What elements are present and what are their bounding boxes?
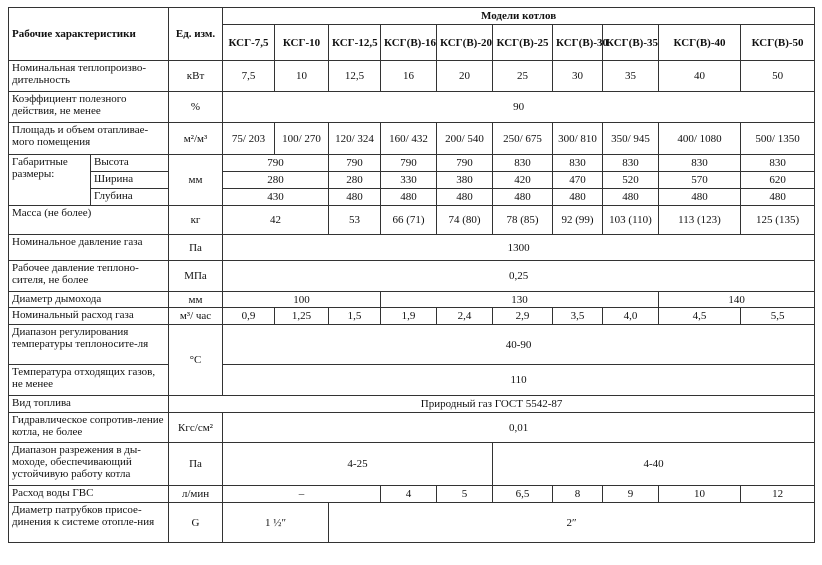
value-cell: 830	[493, 155, 553, 172]
header-models-title: Модели котлов	[223, 8, 815, 25]
value-cell: 25	[493, 61, 553, 92]
value-cell: 480	[603, 189, 659, 206]
value-cell: 0,01	[223, 413, 815, 443]
value-cell: 35	[603, 61, 659, 92]
value-cell: 66 (71)	[381, 206, 437, 235]
value-cell: 1,25	[275, 308, 329, 325]
unit-chimney: мм	[169, 292, 223, 308]
unit-power: кВт	[169, 61, 223, 92]
row-label-coolant-pressure: Рабочее давление теплоно-сителя, не более	[9, 261, 169, 292]
value-cell: 480	[493, 189, 553, 206]
value-cell: 100	[223, 292, 381, 308]
unit-gas-flow: м³/ час	[169, 308, 223, 325]
row-label-fuel: Вид топлива	[9, 396, 169, 413]
value-cell: 380	[437, 172, 493, 189]
row-label-draft: Диапазон разрежения в ды-моходе, обеспечивающий устойчивую работу котла	[9, 443, 169, 486]
row-label-pipes: Диаметр патрубков присое-динения к системе отопле-ния	[9, 503, 169, 543]
header-characteristics: Рабочие характеристики	[9, 8, 169, 61]
value-cell: 40-90	[223, 325, 815, 365]
value-cell: 0,25	[223, 261, 815, 292]
unit-hydraulic: Кгс/см²	[169, 413, 223, 443]
value-cell: 160/ 432	[381, 123, 437, 155]
value-cell: 2″	[329, 503, 815, 543]
value-cell: 10	[275, 61, 329, 92]
dimension-label-depth: Глубина	[91, 189, 169, 206]
unit-gas-pressure: Па	[169, 235, 223, 261]
value-cell: 200/ 540	[437, 123, 493, 155]
value-cell: 130	[381, 292, 659, 308]
value-cell: Природный газ ГОСТ 5542-87	[169, 396, 815, 413]
row-label-gas-pressure: Номинальное давление газа	[9, 235, 169, 261]
row-label-area: Площадь и объем отапливае-мого помещения	[9, 123, 169, 155]
value-cell: 790	[381, 155, 437, 172]
value-cell: 3,5	[553, 308, 603, 325]
row-label-dhw: Расход воды ГВС	[9, 486, 169, 503]
value-cell: 570	[659, 172, 741, 189]
value-cell: 520	[603, 172, 659, 189]
value-cell: 470	[553, 172, 603, 189]
unit-area: м²/м³	[169, 123, 223, 155]
value-cell: 12,5	[329, 61, 381, 92]
value-cell: 113 (123)	[659, 206, 741, 235]
value-cell: 74 (80)	[437, 206, 493, 235]
value-cell: 5,5	[741, 308, 815, 325]
value-cell: 75/ 203	[223, 123, 275, 155]
row-label-power: Номинальная теплопроизво-дительность	[9, 61, 169, 92]
value-cell: 4,0	[603, 308, 659, 325]
value-cell: 30	[553, 61, 603, 92]
value-cell: 5	[437, 486, 493, 503]
value-cell: 250/ 675	[493, 123, 553, 155]
value-cell: 92 (99)	[553, 206, 603, 235]
value-cell: 480	[437, 189, 493, 206]
row-label-chimney: Диаметр дымохода	[9, 292, 169, 308]
unit-coolant-pressure: МПа	[169, 261, 223, 292]
value-cell: 400/ 1080	[659, 123, 741, 155]
unit-pipes: G	[169, 503, 223, 543]
value-cell: 16	[381, 61, 437, 92]
value-cell: 330	[381, 172, 437, 189]
value-cell: 480	[381, 189, 437, 206]
value-cell: 790	[437, 155, 493, 172]
value-cell: –	[223, 486, 381, 503]
value-cell: 430	[223, 189, 329, 206]
model-header: КСГ-12,5	[329, 25, 381, 61]
row-label-temp-range: Диапазон регулирования температуры теплоносите-ля	[9, 325, 169, 365]
unit-mass: кг	[169, 206, 223, 235]
value-cell: 830	[553, 155, 603, 172]
value-cell: 790	[329, 155, 381, 172]
unit-dimensions: мм	[169, 155, 223, 206]
value-cell: 50	[741, 61, 815, 92]
row-label-efficiency: Коэффициент полезного действия, не менее	[9, 92, 169, 123]
value-cell: 40	[659, 61, 741, 92]
value-cell: 125 (135)	[741, 206, 815, 235]
value-cell: 4	[381, 486, 437, 503]
value-cell: 42	[223, 206, 329, 235]
value-cell: 420	[493, 172, 553, 189]
value-cell: 830	[659, 155, 741, 172]
model-header: КСГ(В)-25	[493, 25, 553, 61]
value-cell: 1,9	[381, 308, 437, 325]
model-header: КСГ(В)-20	[437, 25, 493, 61]
value-cell: 120/ 324	[329, 123, 381, 155]
row-label-flue-temp: Температура отходящих газов, не менее	[9, 365, 169, 396]
value-cell: 100/ 270	[275, 123, 329, 155]
value-cell: 4-25	[223, 443, 493, 486]
value-cell: 790	[223, 155, 329, 172]
value-cell: 78 (85)	[493, 206, 553, 235]
model-header: КСГ(В)-50	[741, 25, 815, 61]
row-label-mass: Масса (не более)	[9, 206, 169, 235]
value-cell: 830	[603, 155, 659, 172]
row-label-hydraulic: Гидравлическое сопротив-ление котла, не более	[9, 413, 169, 443]
model-header: КСГ(В)-30	[553, 25, 603, 61]
value-cell: 90	[223, 92, 815, 123]
value-cell: 9	[603, 486, 659, 503]
value-cell: 280	[329, 172, 381, 189]
value-cell: 10	[659, 486, 741, 503]
model-header: КСГ(В)-35	[603, 25, 659, 61]
dimension-label-height: Высота	[91, 155, 169, 172]
value-cell: 480	[553, 189, 603, 206]
value-cell: 0,9	[223, 308, 275, 325]
value-cell: 103 (110)	[603, 206, 659, 235]
model-header: КСГ-10	[275, 25, 329, 61]
value-cell: 53	[329, 206, 381, 235]
dimension-label-width: Ширина	[91, 172, 169, 189]
model-header: КСГ(В)-16	[381, 25, 437, 61]
unit-draft: Па	[169, 443, 223, 486]
value-cell: 4,5	[659, 308, 741, 325]
value-cell: 280	[223, 172, 329, 189]
row-label-gas-flow: Номинальный расход газа	[9, 308, 169, 325]
header-unit: Ед. изм.	[169, 8, 223, 61]
unit-temperature: °С	[169, 325, 223, 396]
value-cell: 830	[741, 155, 815, 172]
value-cell: 1300	[223, 235, 815, 261]
value-cell: 110	[223, 365, 815, 396]
value-cell: 12	[741, 486, 815, 503]
value-cell: 20	[437, 61, 493, 92]
value-cell: 480	[659, 189, 741, 206]
value-cell: 6,5	[493, 486, 553, 503]
unit-dhw: л/мин	[169, 486, 223, 503]
value-cell: 300/ 810	[553, 123, 603, 155]
model-header: КСГ(В)-40	[659, 25, 741, 61]
boiler-spec-table	[8, 7, 815, 543]
value-cell: 2,9	[493, 308, 553, 325]
value-cell: 140	[659, 292, 815, 308]
value-cell: 480	[329, 189, 381, 206]
model-header: КСГ-7,5	[223, 25, 275, 61]
value-cell: 350/ 945	[603, 123, 659, 155]
value-cell: 7,5	[223, 61, 275, 92]
value-cell: 4-40	[493, 443, 815, 486]
unit-efficiency: %	[169, 92, 223, 123]
value-cell: 620	[741, 172, 815, 189]
value-cell: 1 ½″	[223, 503, 329, 543]
row-label-dimensions: Габаритные размеры:	[9, 155, 91, 206]
value-cell: 2,4	[437, 308, 493, 325]
value-cell: 1,5	[329, 308, 381, 325]
value-cell: 480	[741, 189, 815, 206]
value-cell: 8	[553, 486, 603, 503]
value-cell: 500/ 1350	[741, 123, 815, 155]
